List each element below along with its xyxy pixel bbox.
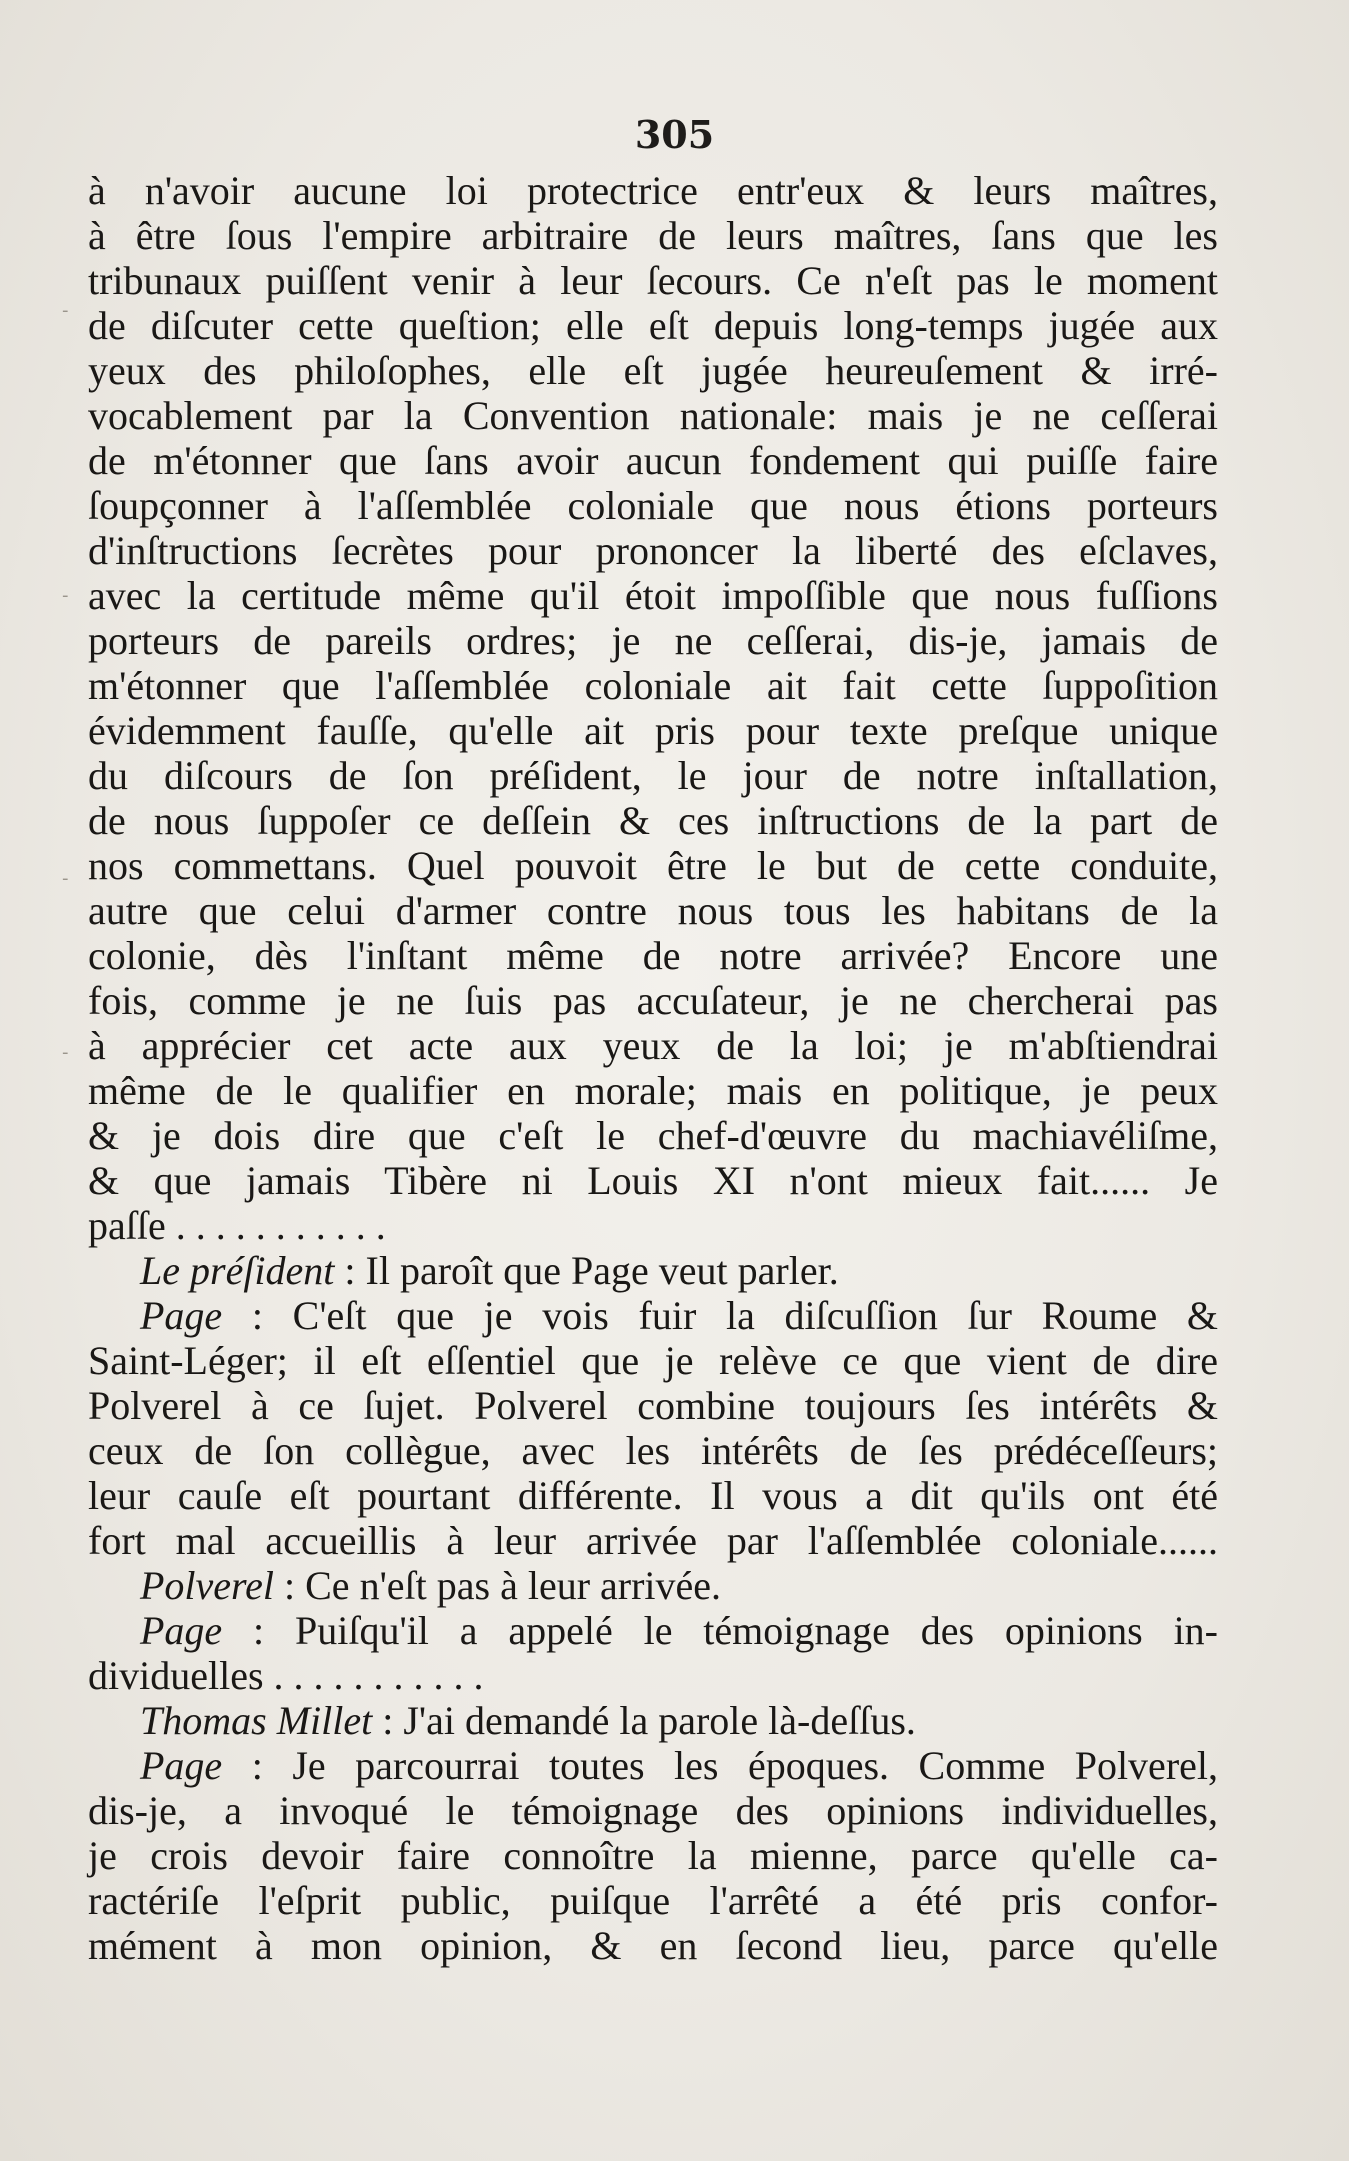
text-line: du diſcours de ſon préſident, le jour de notre inſtallation, — [88, 753, 1218, 798]
dialogue-line — [88, 1293, 1218, 1338]
dialogue-line — [88, 1698, 1218, 1743]
text-line: ceux de ſon collègue, avec les intérêts de ſes prédéceſſeurs; — [88, 1428, 1218, 1473]
dialogue-line — [88, 1248, 1218, 1293]
speaker-name: Page — [140, 1608, 223, 1653]
speaker-name: Thomas Millet — [140, 1698, 373, 1743]
text-line: paſſe . . . . . . . . . . . — [88, 1203, 386, 1248]
page-number: 305 — [634, 112, 715, 157]
margin-mark: - — [62, 868, 69, 889]
text-line: de diſcuter cette queſtion; elle eſt depuis long-temps jugée aux — [88, 303, 1218, 348]
text-line: dividuelles . . . . . . . . . . . — [88, 1653, 484, 1698]
speech-text: : Il paroît que Page veut parler. — [344, 1248, 839, 1293]
speech-text: : Puiſqu'il a appelé le témoignage des opinions in- — [253, 1608, 1219, 1653]
speaker-name: Polverel — [140, 1563, 275, 1608]
dialogue-line — [88, 1563, 1218, 1608]
text-line: m'étonner que l'aſſemblée coloniale ait fait cette ſuppoſition — [88, 663, 1218, 708]
text-line: leur cauſe eſt pourtant différente. Il vous a dit qu'ils ont été — [88, 1473, 1218, 1518]
text-line: vocablement par la Convention nationale: mais je ne ceſſerai — [88, 393, 1218, 438]
text-line: même de le qualifier en morale; mais en politique, je peux — [88, 1068, 1218, 1113]
margin-mark: - — [62, 1042, 69, 1063]
speaker-name: Page — [140, 1743, 223, 1788]
text-line: de nous ſuppoſer ce deſſein & ces inſtructions de la part de — [88, 798, 1218, 843]
text-line: à être ſous l'empire arbitraire de leurs maîtres, ſans que les — [88, 213, 1218, 258]
text-line: yeux des philoſophes, elle eſt jugée heureuſement & irré- — [88, 348, 1218, 393]
text-line: & que jamais Tibère ni Louis XI n'ont mieux fait...... Je — [88, 1158, 1218, 1203]
text-line: & je dois dire que c'eſt le chef-d'œuvre du machiavéliſme, — [88, 1113, 1218, 1158]
text-line: de m'étonner que ſans avoir aucun fondement qui puiſſe faire — [88, 438, 1218, 483]
text-line: Polverel à ce ſujet. Polverel combine toujours ſes intérêts & — [88, 1383, 1218, 1428]
speaker-name: Page — [140, 1293, 223, 1338]
text-line: mément à mon opinion, & en ſecond lieu, parce qu'elle — [88, 1923, 1218, 1968]
text-line: je crois devoir faire connoître la mienne, parce qu'elle ca- — [88, 1833, 1218, 1878]
text-line: dis-je, a invoqué le témoignage des opinions individuelles, — [88, 1788, 1218, 1833]
text-line: ſoupçonner à l'aſſemblée coloniale que nous étions porteurs — [88, 483, 1218, 528]
speech-text: : J'ai demandé la parole là-deſſus. — [382, 1698, 916, 1743]
text-line: porteurs de pareils ordres; je ne ceſſerai, dis-je, jamais de — [88, 618, 1218, 663]
speech-text: : Ce n'eſt pas à leur arrivée. — [284, 1563, 722, 1608]
text-line: colonie, dès l'inſtant même de notre arrivée? Encore une — [88, 933, 1218, 978]
text-line: tribunaux puiſſent venir à leur ſecours. Ce n'eſt pas le moment — [88, 258, 1218, 303]
dialogue-line — [88, 1743, 1218, 1788]
text-line: à apprécier cet acte aux yeux de la loi; je m'abſtiendrai — [88, 1023, 1218, 1068]
margin-mark: - — [62, 300, 69, 321]
text-line: fois, comme je ne ſuis pas accuſateur, je ne chercherai pas — [88, 978, 1218, 1023]
text-line: autre que celui d'armer contre nous tous les habitans de la — [88, 888, 1218, 933]
text-line: Saint-Léger; il eſt eſſentiel que je relève ce que vient de dire — [88, 1338, 1218, 1383]
speech-text: : C'eſt que je vois fuir la diſcuſſion ſur Roume & — [251, 1293, 1218, 1338]
page-text — [88, 168, 1218, 1968]
text-line: évidemment fauſſe, qu'elle ait pris pour texte preſque unique — [88, 708, 1218, 753]
text-line: d'inſtructions ſecrètes pour prononcer la liberté des eſclaves, — [88, 528, 1218, 573]
speaker-name: Le préſident — [140, 1248, 335, 1293]
speech-text: : Je parcourrai toutes les époques. Comme Polverel, — [251, 1743, 1219, 1788]
dialogue-line — [88, 1608, 1218, 1653]
text-line: fort mal accueillis à leur arrivée par l'aſſemblée coloniale...... — [88, 1518, 1218, 1563]
text-line: avec la certitude même qu'il étoit impoſſible que nous fuſſions — [88, 573, 1218, 618]
text-line: ractériſe l'eſprit public, puiſque l'arrêté a été pris confor- — [88, 1878, 1218, 1923]
text-line: nos commettans. Quel pouvoit être le but de cette conduite, — [88, 843, 1218, 888]
margin-mark: - — [62, 585, 69, 606]
text-line: à n'avoir aucune loi protectrice entr'eux & leurs maîtres, — [88, 168, 1218, 213]
